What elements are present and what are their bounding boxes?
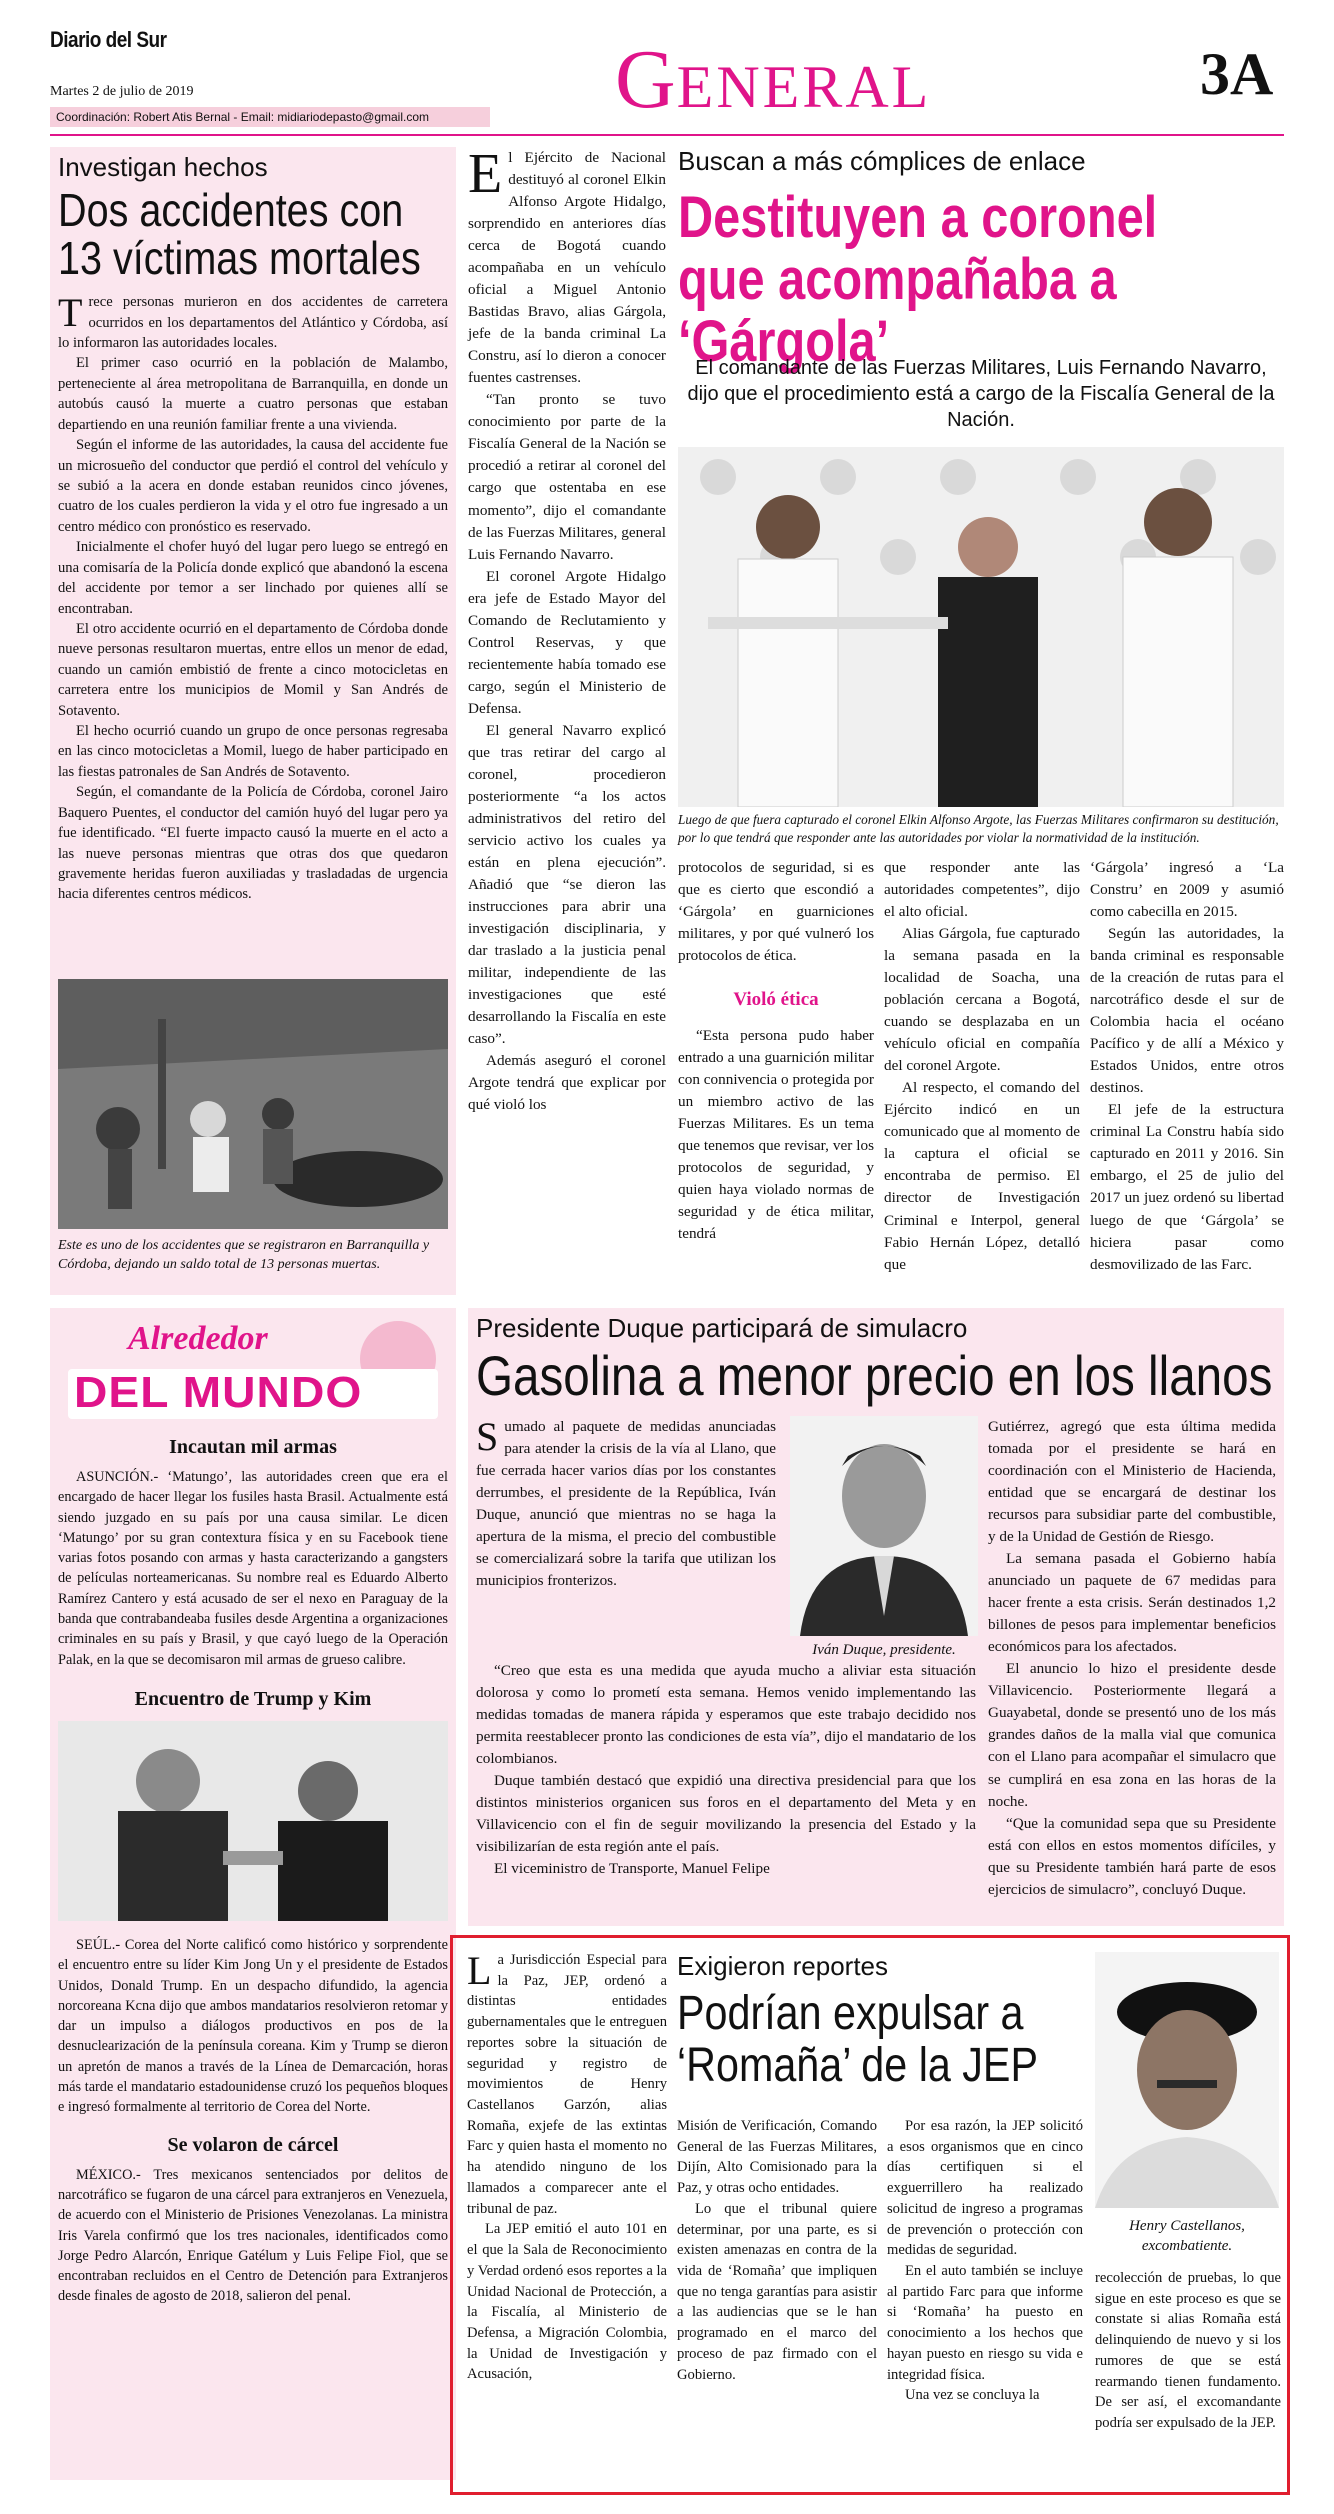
gasoline-paragraph: El anuncio lo hizo el presidente desde Villavicencio. Posteriormente llegará a Guayabetal, donde se presentó uno de los más grandes daños de la malla vial que comunica con el Llano para acompañar el simulacro que se cumplirá en esa zona en las horas de la noche. <box>988 1660 1276 1810</box>
coronel-photo-caption: Luego de que fuera capturado el coronel Elkin Alfonso Argote, las Fuerzas Militares confirmaron su destitución, por lo que tendrá que responder ante las autoridades por violar la normatividad de la institución. <box>678 812 1279 845</box>
gasoline-article <box>468 1308 1284 1926</box>
world-banner <box>58 1314 448 1424</box>
gasoline-paragraph: umado al paquete de medidas anunciadas para atender la crisis de la vía al Llano, que fue cerrada hacer varios días por los constantes derrumbes, el presidente de la República, Iván Duque, anunció que mientras no se haga la apertura de la misma, el precio del combustible se comercializará sobre la tarifa que utilizan los municipios fronterizos. <box>476 1418 776 1590</box>
accidents-paragraph: El hecho ocurrió cuando un grupo de once personas regresaba en las cinco motocicletas a Momil, luego de haber participado en las fiestas patronales de San Andrés de Sotavento. <box>58 723 448 780</box>
jep-paragraph: Misión de Verificación, Comando General de las Fuerzas Militares, Dijín, Alto Comisionado para la Paz, y otras ocho entidades. <box>677 2118 877 2197</box>
jep-col1 <box>467 1950 667 2385</box>
gasoline-drop-cap: S <box>476 1414 499 1459</box>
page-number: 3A <box>1200 41 1274 107</box>
coronel-col3 <box>884 857 1080 1276</box>
romana-photo-caption: Henry Castellanos, excombatiente. <box>1129 2218 1245 2255</box>
gasoline-paragraph: Gutiérrez, agregó que esta última medida tomada por el presidente se hará en coordinación con el Ministerio de Hacienda, entidad que se encargará de destinar los recursos para subsidiar parte del combustible, y de la Unidad de Gestión de Riesgo. <box>988 1418 1276 1546</box>
jep-paragraph: Una vez se concluya la <box>905 2387 1040 2404</box>
world-headline-weapons: Incautan mil armas <box>169 1436 337 1458</box>
coronel-paragraph: Alias Gárgola, fue capturado la semana pasada en la localidad de Soacha, una población cercana a Bogotá, cuando se desplazaba en un vehículo oficial en compañía del coronel Argote. <box>884 925 1080 1075</box>
jep-paragraph: Por esa razón, la JEP solicitó a esos organismos que en cinco días certifiquen si el exguerrillero ha realizado solicitud de ingreso a programas de prevención o protección con medidas de seguridad. <box>887 2118 1083 2259</box>
summit-image <box>58 1721 448 1921</box>
accident-photo-caption: Este es uno de los accidentes que se registraron en Barranquilla y Córdoba, dejando un saldo total de 13 personas muertas. <box>58 1238 430 1272</box>
accidents-paragraph: El primer caso ocurrió en la población de Malambo, perteneciente al área metropolitana de Barranquilla, en donde un autobús causó la muerte a cuatro personas que estaban departiendo en una reunión familiar frente a una vivienda. <box>58 355 448 433</box>
jep-paragraph: Lo que el tribunal quiere determinar, por una parte, es si existen amenazas en contra de la vida de ‘Romaña’ que impliquen que no tenga garantías para asistir a las audiencias que se le han programado en el marco del proceso de paz firmado con el Gobierno. <box>677 2200 877 2383</box>
coronel-paragraph: Además aseguró el coronel Argote tendrá que explicar por qué violó los <box>468 1052 666 1114</box>
romana-photo <box>1095 1952 1279 2208</box>
coronel-paragraph: El jefe de la estructura criminal La Constru había sido capturado en 2011 y 2016. Sin embargo, el 25 de julio del 2017 un juez ordenó su libertad luego de que ‘Gárgola’ se hiciera pasar como desmovilizado de las Farc. <box>1090 1101 1284 1273</box>
coronel-paragraph: “Esta persona pudo haber entrado a una guarnición militar con connivencia o protegida por un miembro activo de las Fuerzas Militares. Es un tema que tenemos que revisar, ver los protocolos de seguridad, y quien haya violado normas de seguridad y de ética militar, tendrá <box>678 1027 874 1243</box>
jep-kicker: Exigieron reportes <box>677 1951 888 1981</box>
coronel-drop-cap: E <box>468 143 503 205</box>
gasoline-paragraph: Duque también destacó que expidió una directiva presidencial para que los distintos ministerios organicen sus foros en el departamento del Meta y en Villavicencio con el fin de seguir movilizando la presencia del Estado y la visibilizarían de esta región ante el país. <box>476 1772 976 1856</box>
coordination-line: Coordinación: Robert Atis Bernal - Email: midiariodepasto@gmail.com <box>50 107 490 127</box>
captured-men-image <box>678 447 1284 807</box>
section-rest-letters: ENERAL <box>676 54 932 120</box>
world-banner-bottom: DEL MUNDO <box>74 1368 363 1417</box>
gasoline-paragraph: “Creo que esta es una medida que ayuda mucho a aliviar esta situación dolorosa y como lo prometí esta semana. Hemos venido implementando las medidas tomadas de manera rápida y esperamos que este trabajo decidido nos permita reestablecer pronto las condiciones de esta vía”, dijo el mandatario de los colombianos. <box>476 1662 976 1768</box>
jep-article <box>450 1935 1290 2495</box>
world-text-summit: SEÚL.- Corea del Norte calificó como histórico y sorprendente el encuentro entre su líder Kim Jong Un y el presidente de Estados Unidos, Donald Trump. En un despacho difundido, la agencia norcoreana Kcna dijo que ambos mandatarios resolvieron retomar y dar un impulso a diálogos productivos en pos de la desnuclearización de la península coreana. Kim y Trump se dieron un apretón de manos a través de la Línea de Demarcación, horas más tarde el mandatario estadounidense cruzó los pequeños bloques e ingresó formalmente al territorio de Corea del Norte. <box>58 1936 448 2116</box>
accidents-paragraph: Inicialmente el chofer huyó del lugar pero luego se entregó en una comisaría de la Policía donde explicó que abandonó la escena del accidente por temor a ser linchado por quienes allí se encontraban. <box>58 539 448 617</box>
top-rule <box>50 134 1284 136</box>
section-first-letter: G <box>615 33 677 126</box>
coronel-paragraph: Según las autoridades, la banda criminal es responsable de la creación de rutas para el narcotráfico desde el sur de Colombia hacia el océano Pacífico y de allí a México y Estados Unidos, entre otros destinos. <box>1090 925 1284 1097</box>
accidents-paragraph: Según el informe de las autoridades, la causa del accidente fue un microsueño del conductor que perdió el control del vehículo y se subió a la acera en donde estaban reunidos cinco jóvenes, cuatro de los cuales perdieron la vida y el otro fue ingresado a un centro médico con pronóstico es reservado. <box>58 437 448 535</box>
gasoline-paragraph: La semana pasada el Gobierno había anunciado un paquete de 67 medidas para hacer frente a esta crisis. Serán destinados 1,2 billones de pesos para implementar beneficios económicos para los afectados. <box>988 1550 1276 1656</box>
coronel-subhead: Violó ética <box>733 989 819 1011</box>
coronel-paragraph: El general Navarro explicó que tras retirar del cargo al coronel, procedieron posteriormente “a los actos administrativos del retiro del servicio activo los cuales ya están en plena ejecución”. Añadió que “se dieron las instrucciones para abrir una investigación disciplinaria, y dar traslado a la justicia penal militar, independiente de las investigaciones que esté desarrollando la Fiscalía en este caso”. <box>468 721 666 1048</box>
coronel-kicker: Buscan a más cómplices de enlace <box>678 146 1086 176</box>
gasoline-col3 <box>988 1416 1276 1901</box>
jep-drop-cap: L <box>467 1948 492 1993</box>
world-headline-prison: Se volaron de cárcel <box>167 2133 339 2156</box>
coronel-col1 <box>468 143 666 1116</box>
jep-headline: Podrían expulsar a ‘Romaña’ de la JEP <box>677 1987 1038 2092</box>
gasoline-kicker: Presidente Duque participará de simulacro <box>476 1313 968 1343</box>
gasoline-headline: Gasolina a menor precio en los llanos <box>476 1343 1273 1407</box>
coronel-paragraph: protocolos de seguridad, si es que es cierto que escondió a ‘Gárgola’ en guarniciones militares, y por qué vulneró los protocolos de ética. <box>678 859 874 965</box>
accidents-paragraph: rece personas murieron en dos accidentes de carretera ocurridos en los departamentos del Atlántico y Córdoba, así lo informaron las autoridades locales. <box>58 294 448 352</box>
newspaper-logo: Diario del Sur <box>50 28 167 53</box>
jep-paragraph: La JEP emitió el auto 101 en el que la Sala de Reconocimiento y Verdad ordenó esos reportes a la Unidad Nacional de Protección, a la Fiscalía, al Ministerio de Defensa, a Migración Colombia, la Unidad de Investigación y Acusación, <box>467 2221 667 2383</box>
romana-portrait <box>1095 1952 1279 2208</box>
jep-paragraph: a Jurisdicción Especial para la Paz, JEP, ordenó a distintas entidades gubernamentales que le entreguen reportes sobre la situación de seguridad y registro de movimientos de Henry Castellanos Garzón, alias Romaña, exjefe de las extintas Farc y quien hasta el momento no ha atendido ninguno de los llamados a comparecer ante el tribunal de paz. <box>467 1952 667 2217</box>
accidents-body <box>58 292 448 905</box>
accident-scene-image <box>58 979 448 1229</box>
jep-paragraph: En el auto también se incluye al partido Farc para que informe si ‘Romaña’ ha puesto en conocimiento a los hechos que hayan puesto en riesgo su vida e integridad física. <box>887 2263 1083 2383</box>
jep-col2 <box>677 2116 877 2385</box>
accidents-paragraph: El otro accidente ocurrió en el departamento de Córdoba donde nueve personas resultaron muertas, entre ellos un menor de edad, cuando un camión embistió de frente a cinco motocicletas en carretera entre los municipios de Momil y San Andrés de Sotavento. <box>58 620 448 719</box>
issue-date: Martes 2 de julio de 2019 <box>50 84 194 99</box>
duque-portrait <box>790 1416 978 1636</box>
duque-photo <box>790 1416 978 1636</box>
accidents-kicker: Investigan hechos <box>58 152 268 182</box>
duque-photo-caption: Iván Duque, presidente. <box>812 1642 956 1658</box>
coronel-paragraph: Al respecto, el comando del Ejército indicó en un comunicado que al momento de la captura el oficial se encontraba de permiso. El director de Investigación Criminal e Interpol, general Fabio Hernán López, detalló que <box>884 1079 1080 1273</box>
coronel-paragraph: l Ejército de Nacional destituyó al coronel Elkin Alfonso Argote Hidalgo, sorprendido en anteriores días cerca de Bogotá cuando acompañaba en un vehículo oficial a Miguel Antonio Bastidas Bravo, alias Gárgola, jefe de la banda criminal La Constru, así lo dieron a conocer fuentes castrenses. <box>468 149 666 387</box>
coronel-photo <box>678 447 1284 807</box>
accidents-article <box>50 147 456 1295</box>
world-headline-summit: Encuentro de Trump y Kim <box>134 1687 372 1710</box>
coronel-article <box>468 143 1284 1295</box>
world-sidebar <box>50 1308 456 2480</box>
world-text-weapons: ASUNCIÓN.- ‘Matungo’, las autoridades creen que era el encargado de hacer llegar los fusiles hasta Brasil. Actualmente está siendo juzgado en su país por una causa similar. Le dicen ‘Matungo’ por su gran contextura física y en su Facebook tiene varias fotos posando con armas y hasta caracterizando a gangsters de películas norteamericanas. Su nombre real es Eduardo Alberto Ramírez Cantero y está acusado de ser el nexo en Paraguay de la banda que contrabandeaba fusiles desde Argentina a organizaciones criminales en su país y Brasil, y que cayó luego de la Operación Palak, en la que se decomisaron mil armas de grueso calibre. <box>58 1469 448 1668</box>
jep-col4 <box>1095 2268 1281 2434</box>
jep-col3 <box>887 2116 1083 2406</box>
jep-paragraph: recolección de pruebas, lo que sigue en este proceso es que se constate si alias Romaña está delinquiendo de nuevo y si los rumores de que se está rearmando tienen fundamento. De ser así, el excomandante podría ser expulsado de la JEP. <box>1095 2270 1281 2432</box>
coronel-paragraph: que responder ante las autoridades competentes”, dijo el alto oficial. <box>884 859 1080 921</box>
coronel-headline: Destituyen a coronel que acompañaba a ‘Gárgola’ <box>678 185 1158 375</box>
coronel-col4 <box>1090 857 1284 1276</box>
world-text-prison: MÉXICO.- Tres mexicanos sentenciados por delitos de narcotráfico se fugaron de una cárcel para extranjeros en Venezuela, de acuerdo con el Ministerio de Prisiones Venezolanas. La ministra Iris Varela confirmó que los tres nacionales, identificados como Jorge Pedro Alarcón, Enrique Gatélum y Luis Felipe Fiol, que se encontraban recluidos en el Centro de Detención para Extranjeros desde finales de agosto de 2018, salieron del penal. <box>58 2166 448 2305</box>
gasoline-paragraph: “Que la comunidad sepa que su Presidente está con ellos en estos momentos difíciles, y que su Presidente también hará parte de esos ejercicios de simulacro”, concluyó Duque. <box>988 1814 1276 1898</box>
section-title <box>615 33 932 126</box>
gasoline-paragraph: El viceministro de Transporte, Manuel Felipe <box>494 1860 770 1878</box>
accident-photo <box>58 979 448 1229</box>
trump-kim-photo <box>58 1721 448 1921</box>
accidents-paragraph: Según, el comandante de la Policía de Córdoba, coronel Jairo Baquero Puentes, el conductor del camión huyó del lugar pero ya fue identificado. “El fuerte impacto causó la muerte en el acto a las nueve personas mientras que otras dos que quedaron gravemente heridas fueron auxiliadas y trasladadas de urgencia hacia diferentes centros médicos. <box>58 784 448 903</box>
coronel-col2 <box>678 857 874 1245</box>
coronel-paragraph: “Tan pronto se tuvo conocimiento por parte de la Fiscalía General de la Nación se procedió a retirar al coronel del cargo que ostentaba en ese momento”, dijo el comandante de las Fuerzas Militares, general Luis Fernando Navarro. <box>468 391 666 563</box>
accidents-headline: Dos accidentes con 13 víctimas mortales <box>58 183 421 284</box>
accidents-drop-cap: T <box>58 290 83 336</box>
gasoline-col1 <box>476 1416 776 1592</box>
world-banner-top: Alrededor <box>128 1320 268 1357</box>
coronel-paragraph: ‘Gárgola’ ingresó a ‘La Constru’ en 2009 y asumió como cabecilla en 2015. <box>1090 859 1284 921</box>
coronel-paragraph: El coronel Argote Hidalgo era jefe de Estado Mayor del Comando de Reclutamiento y Control Reservas, y que recientemente había tomado ese cargo, según el Ministerio de Defensa. <box>468 567 666 717</box>
gasoline-col1-cont <box>476 1660 976 1880</box>
coronel-lede: El comandante de las Fuerzas Militares, Luis Fernando Navarro, dijo que el procedimiento está a cargo de la Fiscalía General de la Nación. <box>687 357 1275 431</box>
